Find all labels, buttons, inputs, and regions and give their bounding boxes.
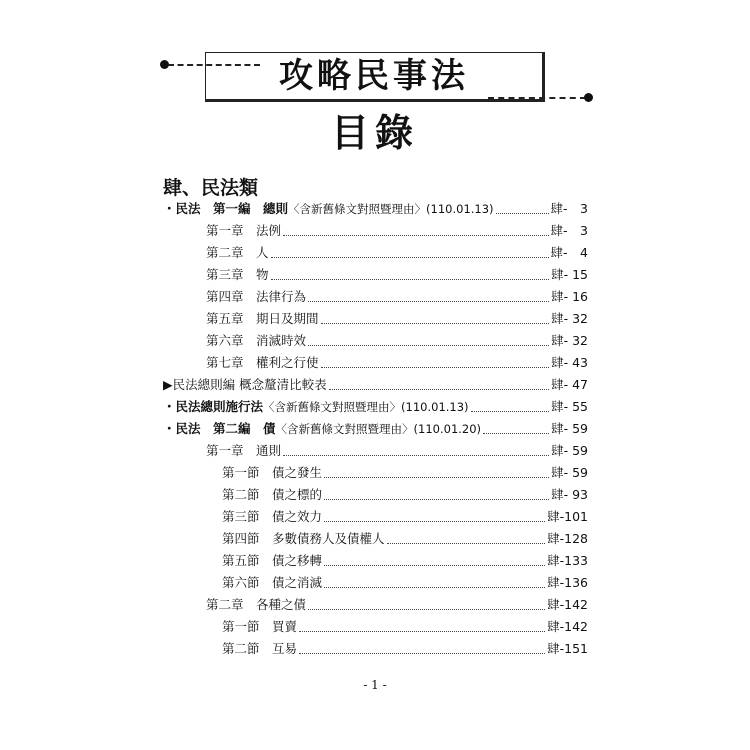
page-number: - 1 -	[363, 678, 387, 692]
dot-leader	[308, 286, 549, 302]
toc-entry-title	[206, 264, 269, 286]
toc-entry-label: 第四章 法律行為	[206, 289, 307, 304]
page-title: 目錄	[330, 110, 419, 155]
toc-entry	[222, 572, 588, 594]
toc-entry-title	[222, 616, 297, 638]
toc-entry-label: 第一章 通則	[206, 443, 282, 458]
toc-entry-title	[222, 638, 297, 660]
dot-leader	[299, 638, 545, 654]
toc-entry	[206, 352, 588, 374]
toc-entry-label: 第一節 債之發生	[222, 465, 323, 480]
toc-entry-title	[222, 506, 322, 528]
toc-entry-title	[206, 352, 319, 374]
toc-entry	[222, 550, 588, 572]
toc-entry-note: 〈含新舊條文對照暨理由〉(110.01.13)	[263, 400, 469, 414]
toc-entry	[206, 220, 588, 242]
toc-page-number: 肆- 47	[551, 377, 588, 392]
toc-entry-title	[163, 198, 494, 220]
toc-entry	[206, 308, 588, 330]
dot-leader	[324, 462, 549, 478]
toc-page-number: 肆- 32	[551, 333, 588, 348]
dot-leader	[308, 330, 549, 346]
toc-entry-label: 第六節 債之消滅	[222, 575, 323, 590]
toc-entry	[222, 462, 588, 484]
toc-entry-label: 民法 第一編 總則	[175, 201, 289, 216]
toc-page-number: 肆-133	[547, 553, 588, 568]
section-heading: 肆、民法類	[163, 177, 259, 199]
dot-leader	[324, 572, 545, 588]
toc-page-number: 肆- 16	[551, 289, 588, 304]
toc-entry-label: 民法總則編 概念釐清比較表	[172, 377, 327, 392]
toc-entry	[206, 242, 588, 264]
toc-entry	[222, 616, 588, 638]
dot-leader	[321, 352, 550, 368]
dot-leader	[283, 220, 549, 236]
dot-leader	[299, 616, 545, 632]
toc-entry-label: 第三章 物	[206, 267, 269, 282]
toc-entry-title	[206, 330, 306, 352]
toc-entry	[206, 594, 588, 616]
toc-entry-label: 第二章 人	[206, 245, 269, 260]
book-title: 攻略民事法	[205, 52, 545, 102]
toc-page-number: 肆- 93	[551, 487, 588, 502]
toc-entry	[222, 484, 588, 506]
bullet-dot-decoration	[584, 93, 593, 102]
toc-page-number: 肆- 59	[551, 443, 588, 458]
toc-entry-label: 民法 第二編 債	[175, 421, 276, 436]
toc-entry-label: 第一章 法例	[206, 223, 282, 238]
toc-entry-title	[222, 572, 322, 594]
toc-page-number: 肆-142	[547, 619, 588, 634]
page-header	[0, 0, 750, 180]
toc-entry-label: 民法總則施行法	[175, 399, 264, 414]
dot-leader	[271, 264, 550, 280]
toc-page-number: 肆- 55	[551, 399, 588, 414]
toc-page-number: 肆- 59	[551, 465, 588, 480]
toc-entry	[206, 330, 588, 352]
toc-entry-title	[206, 308, 319, 330]
dot-leader	[496, 198, 549, 214]
toc-entry	[163, 418, 588, 440]
toc-entry-label: 第五章 期日及期間	[206, 311, 319, 326]
toc-entry	[222, 638, 588, 660]
dot-bullet-icon: ・	[163, 421, 176, 436]
dashed-line-decoration	[488, 97, 586, 99]
toc-entry-title	[222, 550, 322, 572]
toc-entry-title	[163, 374, 327, 396]
toc-entry-label: 第六章 消滅時效	[206, 333, 307, 348]
dot-bullet-icon: ・	[163, 201, 176, 216]
dot-leader	[324, 550, 545, 566]
dot-leader	[329, 374, 550, 390]
toc-entry	[222, 528, 588, 550]
dot-leader	[321, 308, 550, 324]
toc-entry-note: 〈含新舊條文對照暨理由〉(110.01.20)	[275, 422, 482, 436]
toc-page-number: 肆-151	[547, 641, 588, 656]
toc-page-number: 肆-128	[547, 531, 588, 546]
toc-page-number: 肆- 15	[551, 267, 588, 282]
dot-leader	[324, 506, 545, 522]
toc-entry	[206, 440, 588, 462]
dot-leader	[387, 528, 546, 544]
toc-entry-title	[222, 528, 385, 550]
toc-entry-title	[163, 396, 469, 418]
toc-page-number: 肆- 3	[550, 201, 588, 216]
toc-entry-title	[206, 242, 269, 264]
toc-page-number: 肆-142	[547, 597, 588, 612]
toc-entry-title	[222, 462, 322, 484]
toc-entry-label: 第三節 債之效力	[222, 509, 323, 524]
toc-entry-label: 第二章 各種之債	[206, 597, 307, 612]
toc-entry-label: 第二節 互易	[222, 641, 298, 656]
toc-entry-title	[206, 220, 281, 242]
dot-leader	[283, 440, 549, 456]
toc-entry-title	[206, 594, 306, 616]
toc-page-number: 肆-101	[547, 509, 588, 524]
toc-entry-label: 第一節 買賣	[222, 619, 298, 634]
toc-entry	[163, 198, 588, 220]
toc-page-number: 肆- 32	[551, 311, 588, 326]
toc-entry-title	[163, 418, 481, 440]
dot-leader	[308, 594, 545, 610]
toc-entry-label: 第七章 權利之行使	[206, 355, 319, 370]
toc-entry-label: 第二節 債之標的	[222, 487, 323, 502]
toc-entry-label: 第五節 債之移轉	[222, 553, 323, 568]
toc-page-number: 肆- 59	[551, 421, 588, 436]
toc-entry	[163, 396, 588, 418]
toc-page-number: 肆- 3	[550, 223, 588, 238]
toc-page-number: 肆- 4	[550, 245, 588, 260]
toc-entry-title	[206, 286, 306, 308]
toc-entry	[222, 506, 588, 528]
toc-entry-note: 〈含新舊條文對照暨理由〉(110.01.13)	[288, 202, 494, 216]
toc-entry	[206, 286, 588, 308]
arrow-bullet-icon: ▶	[163, 377, 173, 392]
dot-leader	[324, 484, 549, 500]
toc-page-number: 肆- 43	[551, 355, 588, 370]
dot-leader	[471, 396, 550, 412]
toc-entry-title	[222, 484, 322, 506]
toc-entry	[163, 374, 588, 396]
toc-entry-label: 第四節 多數債務人及債權人	[222, 531, 385, 546]
toc-entry-title	[206, 440, 281, 462]
dot-leader	[271, 242, 549, 258]
dot-leader	[483, 418, 549, 434]
toc-page-number: 肆-136	[547, 575, 588, 590]
dot-bullet-icon: ・	[163, 399, 176, 414]
toc-entry	[206, 264, 588, 286]
